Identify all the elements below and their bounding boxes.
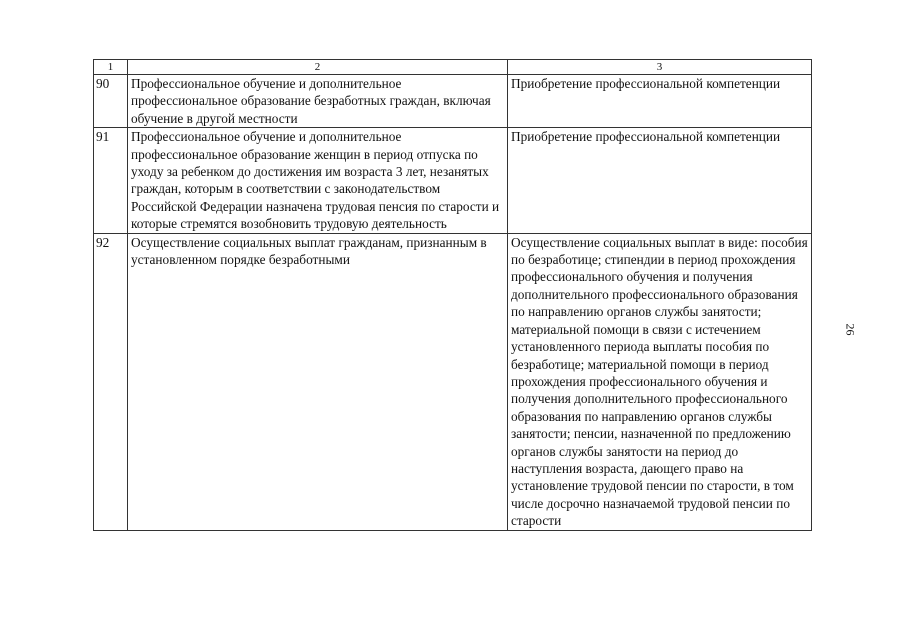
row-description: Профессиональное обучение и дополнительное профессиональное образование безработных граждан, включая обучение в другой местности — [128, 75, 508, 128]
table-row — [94, 128, 812, 233]
row-number: 91 — [94, 128, 128, 233]
row-result: Приобретение профессиональной компетенции — [508, 75, 812, 128]
row-number: 90 — [94, 75, 128, 128]
header-col-3: 3 — [508, 60, 812, 75]
document-table — [93, 59, 812, 531]
page-number: 26 — [843, 323, 858, 336]
row-description: Осуществление социальных выплат гражданам, признанным в установленном порядке безработными — [128, 233, 508, 530]
table-row — [94, 75, 812, 128]
header-col-2: 2 — [128, 60, 508, 75]
row-result: Осуществление социальных выплат в виде: пособия по безработице; стипендии в период прохождения профессионального обучения и получения дополнительного профессионального образования по направлению органов службы занятости; материальной помощи в связи с истечением установленного периода выплаты пособия по безработице; материальной помощи в период прохождения профессионального обучения и получения дополнительного профессионального образования по направлению органов службы занятости; пенсии, назначенной по предложению органов службы занятости на период до наступления возраста, дающего право на установление трудовой пенсии по старости, в том числе досрочно назначаемой трудовой пенсии по старости — [508, 233, 812, 530]
header-col-1: 1 — [94, 60, 128, 75]
row-description: Профессиональное обучение и дополнительное профессиональное образование женщин в период отпуска по уходу за ребенком до достижения им возраста 3 лет, незанятых граждан, которым в соответствии с законодательством Российской Федерации назначена трудовая пенсия по старости и которые стремятся возобновить трудовую деятельность — [128, 128, 508, 233]
row-result: Приобретение профессиональной компетенции — [508, 128, 812, 233]
row-number: 92 — [94, 233, 128, 530]
table-header-row — [94, 60, 812, 75]
table-row — [94, 233, 812, 530]
